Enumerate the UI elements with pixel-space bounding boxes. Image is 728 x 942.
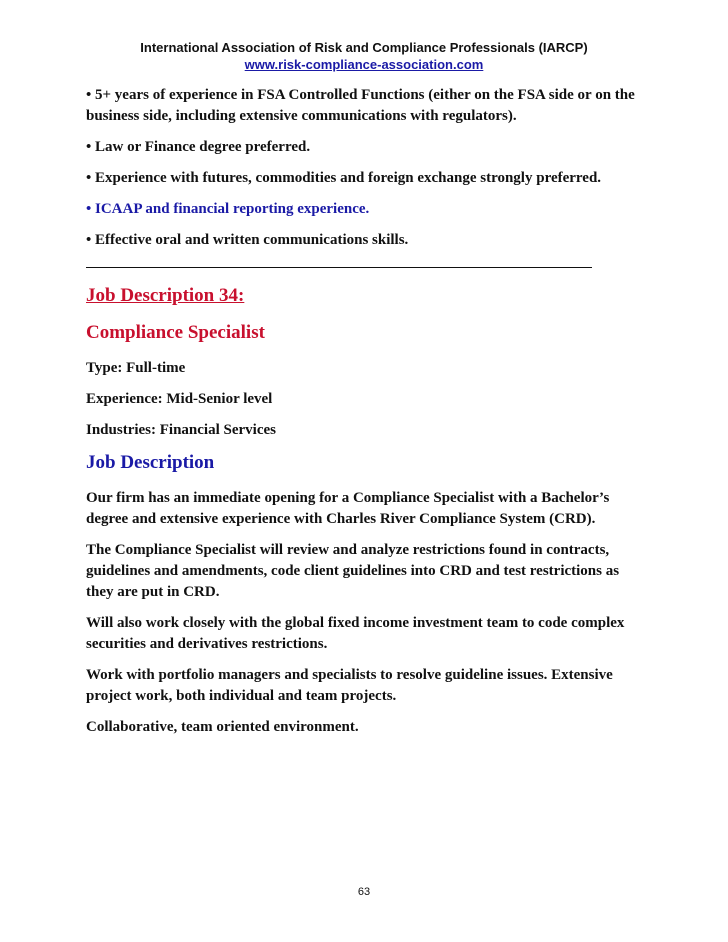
- requirement-bullet: • Law or Finance degree preferred.: [86, 139, 311, 155]
- page-content: [86, 85, 646, 748]
- description-section-heading: Job Description: [86, 452, 215, 473]
- requirement-bullet: • Effective oral and written communications skills.: [86, 232, 409, 248]
- job-industries: Industries: Financial Services: [86, 422, 276, 438]
- description-paragraph: Work with portfolio managers and specialists to resolve guideline issues. Extensive project work, both individual and team projects.: [86, 667, 613, 704]
- description-paragraph: The Compliance Specialist will review and analyze restrictions found in contracts, guidelines and amendments, code client guidelines into CRD and test restrictions as they are put in CRD.: [86, 542, 620, 600]
- description-paragraph: Collaborative, team oriented environment.: [86, 719, 359, 735]
- description-paragraph: Will also work closely with the global fixed income investment team to code complex securities and derivatives restrictions.: [86, 615, 625, 652]
- header-website-link[interactable]: www.risk-compliance-association.com: [244, 57, 484, 72]
- requirement-bullet: • Experience with futures, commodities and foreign exchange strongly preferred.: [86, 170, 602, 186]
- header-organization: International Association of Risk and Compliance Professionals (IARCP): [140, 40, 588, 55]
- job-description-heading: Job Description 34:: [86, 285, 245, 306]
- page-number: 63: [357, 886, 371, 898]
- job-experience: Experience: Mid-Senior level: [86, 391, 273, 407]
- separator-line: [86, 261, 592, 268]
- job-type: Type: Full-time: [86, 360, 186, 376]
- job-title: Compliance Specialist: [86, 322, 265, 343]
- requirement-bullet-highlighted: • ICAAP and financial reporting experience.: [86, 201, 370, 217]
- description-paragraph: Our firm has an immediate opening for a Compliance Specialist with a Bachelor’s degree and extensive experience with Charles River Compliance System (CRD).: [86, 490, 610, 527]
- requirement-bullet: • 5+ years of experience in FSA Controlled Functions (either on the FSA side or on the business side, including extensive communications with regulators).: [86, 87, 635, 124]
